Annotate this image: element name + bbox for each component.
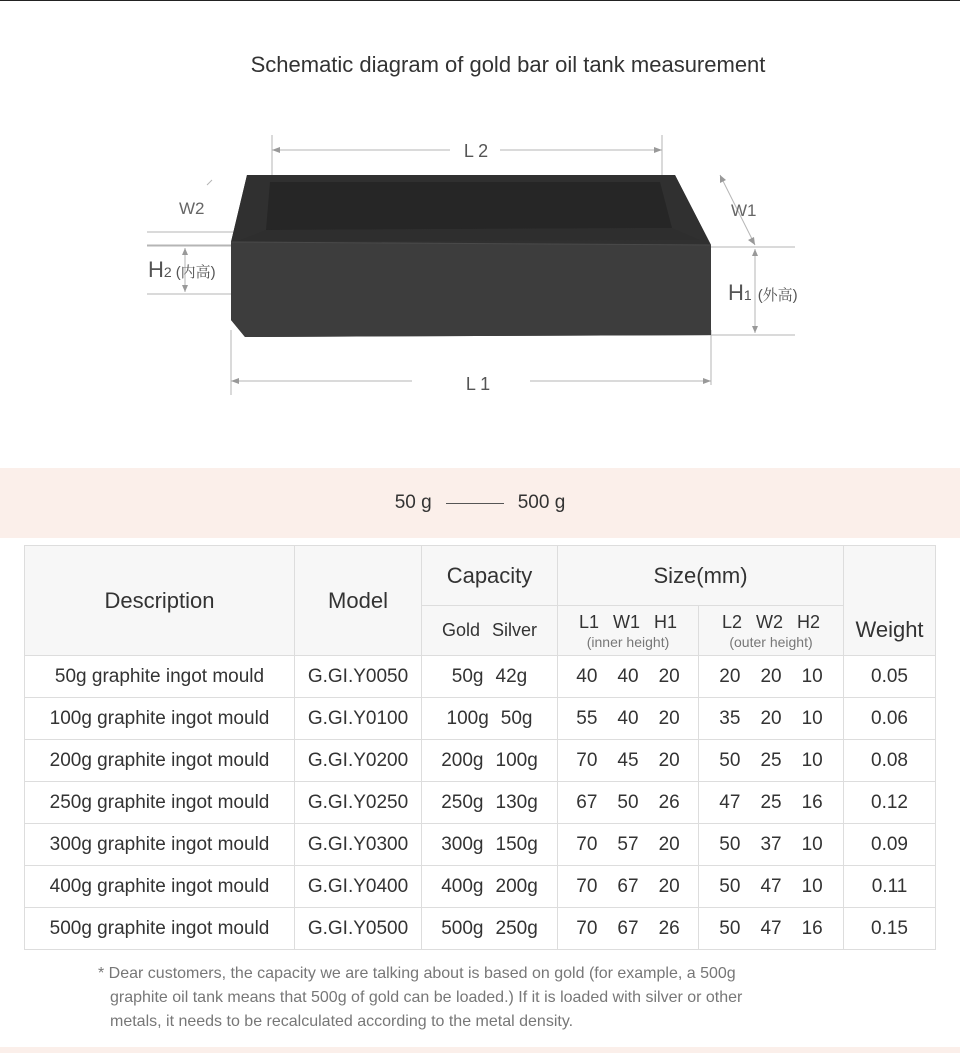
cell-h1: 26 (658, 917, 680, 939)
cell-l2: 50 (719, 875, 741, 897)
cell-capacity (422, 908, 558, 950)
cell-h1: 20 (658, 875, 680, 897)
cell-w2: 20 (760, 707, 782, 729)
table-row (25, 782, 936, 824)
cell-description: 500g graphite ingot mould (25, 908, 295, 950)
table-row (25, 908, 936, 950)
header-outer-note: (outer height) (729, 633, 813, 650)
cell-w2: 47 (760, 875, 782, 897)
cell-l2: 35 (719, 707, 741, 729)
header-silver: Silver (492, 620, 538, 640)
cell-inner-size (699, 782, 844, 824)
footnote-line-2: graphite oil tank means that 500g of gold can be loaded.) If it is loaded with silver or other (110, 989, 743, 1006)
cell-h1: 20 (658, 665, 680, 687)
header-weight-top (844, 546, 936, 606)
header-w2: W2 (756, 611, 784, 632)
cell-weight: 0.12 (844, 782, 936, 824)
cell-h1: 26 (658, 791, 680, 813)
cell-weight: 0.09 (844, 824, 936, 866)
cell-w1: 45 (617, 749, 639, 771)
cell-gold: 250g (441, 791, 484, 813)
cell-silver: 250g (495, 917, 538, 939)
header-l1: L1 (578, 611, 599, 632)
cell-l2: 50 (719, 749, 741, 771)
cell-weight: 0.05 (844, 656, 936, 698)
cell-silver: 50g (500, 707, 533, 729)
cell-description: 50g graphite ingot mould (25, 656, 295, 698)
cell-l2: 20 (719, 665, 741, 687)
cell-h2: 10 (801, 665, 823, 687)
cell-h2: 16 (801, 791, 823, 813)
cell-h1: 20 (658, 707, 680, 729)
cell-gold: 300g (441, 833, 484, 855)
weight-range-band (0, 468, 960, 538)
mould-diagram (0, 120, 960, 420)
cell-description: 100g graphite ingot mould (25, 698, 295, 740)
table-row (25, 824, 936, 866)
header-h1: H1 (654, 611, 678, 632)
range-max: 500 g (517, 492, 566, 513)
cell-w1: 67 (617, 917, 639, 939)
cell-silver: 130g (495, 791, 538, 813)
cell-h2: 10 (801, 833, 823, 855)
header-w1: W1 (613, 611, 640, 632)
label-w1: W1 (731, 201, 757, 220)
cell-outer-size (558, 908, 699, 950)
cell-inner-size (699, 908, 844, 950)
cell-w2: 25 (760, 749, 782, 771)
cell-silver: 150g (495, 833, 538, 855)
cell-l2: 47 (719, 791, 741, 813)
capacity-footnote (98, 962, 888, 1034)
header-description: Description (25, 546, 295, 656)
footnote-line-3: metals, it needs to be recalculated according to the metal density. (110, 1013, 574, 1030)
header-h2: H2 (797, 611, 821, 632)
header-gold: Gold (441, 620, 480, 640)
header-weight: Weight (844, 606, 936, 656)
cell-w2: 25 (760, 791, 782, 813)
cell-model: G.GI.Y0250 (295, 782, 422, 824)
cell-l1: 70 (576, 833, 598, 855)
cell-l2: 50 (719, 833, 741, 855)
cell-w1: 67 (617, 875, 639, 897)
range-min: 50 g (394, 492, 432, 513)
cell-model: G.GI.Y0050 (295, 656, 422, 698)
cell-w1: 50 (617, 791, 639, 813)
cell-inner-size (699, 866, 844, 908)
cell-gold: 400g (441, 875, 484, 897)
cell-gold: 200g (441, 749, 484, 771)
label-h2: H2 (内高) (148, 257, 216, 282)
cell-description: 200g graphite ingot mould (25, 740, 295, 782)
cell-outer-size (558, 656, 699, 698)
cell-l1: 70 (576, 749, 598, 771)
cell-w1: 40 (617, 707, 639, 729)
cell-weight: 0.08 (844, 740, 936, 782)
cell-l1: 70 (576, 875, 598, 897)
cell-description: 250g graphite ingot mould (25, 782, 295, 824)
cell-gold: 500g (441, 917, 484, 939)
header-l2: L2 (721, 611, 743, 632)
cell-l1: 55 (576, 707, 598, 729)
cell-inner-size (699, 656, 844, 698)
cell-w2: 37 (760, 833, 782, 855)
cell-w1: 40 (617, 665, 639, 687)
cell-model: G.GI.Y0400 (295, 866, 422, 908)
cell-h2: 10 (801, 707, 823, 729)
header-model: Model (295, 546, 422, 656)
cell-w1: 57 (617, 833, 639, 855)
cell-w2: 47 (760, 917, 782, 939)
cell-l2: 50 (719, 917, 741, 939)
cell-capacity (422, 698, 558, 740)
cell-h2: 10 (801, 875, 823, 897)
cell-gold: 100g (446, 707, 489, 729)
cell-gold: 50g (451, 665, 484, 687)
cell-outer-size (558, 698, 699, 740)
cell-capacity (422, 782, 558, 824)
cell-capacity (422, 740, 558, 782)
label-l2: L 2 (463, 141, 489, 161)
cell-h1: 20 (658, 833, 680, 855)
header-size-outer-dims (558, 606, 699, 656)
label-l1: L 1 (465, 374, 491, 394)
cell-outer-size (558, 740, 699, 782)
cell-weight: 0.15 (844, 908, 936, 950)
cell-capacity (422, 866, 558, 908)
cell-outer-size (558, 866, 699, 908)
header-size: Size(mm) (558, 546, 844, 606)
cell-weight: 0.11 (844, 866, 936, 908)
spec-table (24, 545, 936, 950)
diagram-title: Schematic diagram of gold bar oil tank measurement (250, 52, 766, 77)
cell-h2: 10 (801, 749, 823, 771)
header-inner-note: (inner height) (586, 633, 670, 650)
cell-silver: 100g (495, 749, 538, 771)
cell-silver: 42g (495, 665, 528, 687)
footnote-line-1: * Dear customers, the capacity we are talking about is based on gold (for example, a 500g (98, 965, 736, 982)
cell-inner-size (699, 740, 844, 782)
cell-h2: 16 (801, 917, 823, 939)
cell-outer-size (558, 782, 699, 824)
cell-h1: 20 (658, 749, 680, 771)
cell-weight: 0.06 (844, 698, 936, 740)
header-size-inner-dims (699, 606, 844, 656)
range-divider (446, 503, 504, 504)
cell-inner-size (699, 698, 844, 740)
header-capacity-sub (422, 606, 558, 656)
label-w2: W2 (179, 199, 205, 218)
cell-description: 300g graphite ingot mould (25, 824, 295, 866)
cell-w2: 20 (760, 665, 782, 687)
graphite-mould-shape (231, 175, 711, 337)
table-row (25, 698, 936, 740)
cell-silver: 200g (495, 875, 538, 897)
table-row (25, 866, 936, 908)
label-h1: H1 (外高) (728, 280, 798, 305)
cell-model: G.GI.Y0300 (295, 824, 422, 866)
header-capacity: Capacity (422, 546, 558, 606)
table-row (25, 740, 936, 782)
cell-l1: 67 (576, 791, 598, 813)
cell-l1: 70 (576, 917, 598, 939)
cell-capacity (422, 824, 558, 866)
cell-description: 400g graphite ingot mould (25, 866, 295, 908)
cell-inner-size (699, 824, 844, 866)
bottom-strip (0, 1047, 960, 1053)
cell-outer-size (558, 824, 699, 866)
cell-l1: 40 (576, 665, 598, 687)
top-border-line (0, 0, 960, 1)
cell-model: G.GI.Y0500 (295, 908, 422, 950)
cell-model: G.GI.Y0100 (295, 698, 422, 740)
cell-capacity (422, 656, 558, 698)
table-row (25, 656, 936, 698)
cell-model: G.GI.Y0200 (295, 740, 422, 782)
